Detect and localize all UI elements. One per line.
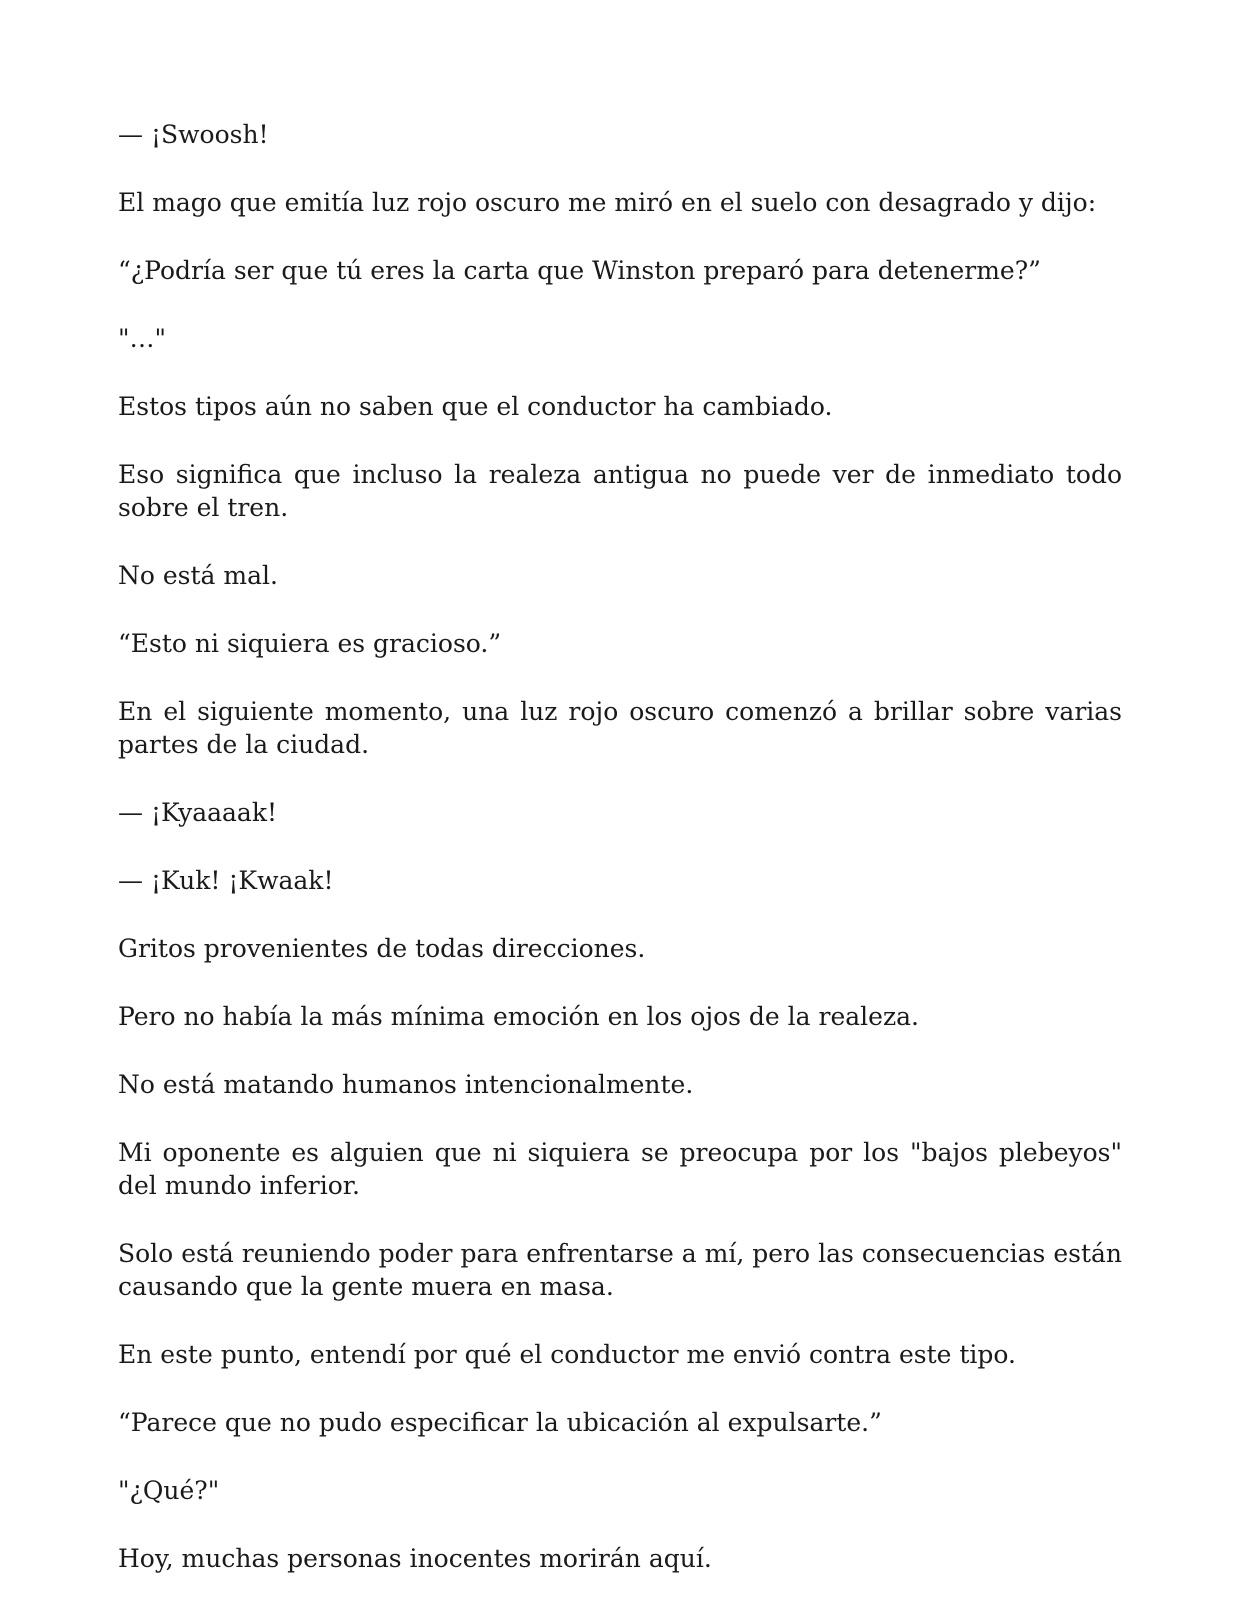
paragraph: Hoy, muchas personas inocentes morirán aquí. xyxy=(118,1544,712,1573)
paragraph: “Parece que no pudo especificar la ubicación al expulsarte.” xyxy=(118,1408,882,1437)
paragraph: Eso significa que incluso la realeza antigua no puede ver de inmediato todo sobre el tren. xyxy=(118,460,1122,522)
paragraph: El mago que emitía luz rojo oscuro me miró en el suelo con desagrado y dijo: xyxy=(118,188,1097,217)
paragraph: En este punto, entendí por qué el conductor me envió contra este tipo. xyxy=(118,1340,1016,1369)
paragraph: Gritos provenientes de todas direcciones. xyxy=(118,934,646,963)
paragraph: — ¡Kyaaaak! xyxy=(118,798,278,827)
paragraph: "…" xyxy=(118,324,166,353)
paragraph: “Esto ni siquiera es gracioso.” xyxy=(118,629,502,658)
paragraph: “¿Podría ser que tú eres la carta que Winston preparó para detenerme?” xyxy=(118,256,1041,285)
paragraph: Pero no había la más mínima emoción en los ojos de la realeza. xyxy=(118,1002,919,1031)
paragraph: — ¡Kuk! ¡Kwaak! xyxy=(118,866,334,895)
paragraph: No está matando humanos intencionalmente. xyxy=(118,1070,694,1099)
paragraph: "¿Qué?" xyxy=(118,1476,220,1505)
document-body xyxy=(118,118,1122,1610)
paragraph: En el siguiente momento, una luz rojo oscuro comenzó a brillar sobre varias partes de la ciudad. xyxy=(118,697,1122,759)
paragraph: — ¡Swoosh! xyxy=(118,120,269,149)
paragraph: No está mal. xyxy=(118,561,278,590)
paragraph: Mi oponente es alguien que ni siquiera se preocupa por los "bajos plebeyos" del mundo inferior. xyxy=(118,1138,1122,1200)
paragraph: Solo está reuniendo poder para enfrentarse a mí, pero las consecuencias están causando que la gente muera en masa. xyxy=(118,1239,1122,1301)
paragraph: Estos tipos aún no saben que el conductor ha cambiado. xyxy=(118,392,833,421)
